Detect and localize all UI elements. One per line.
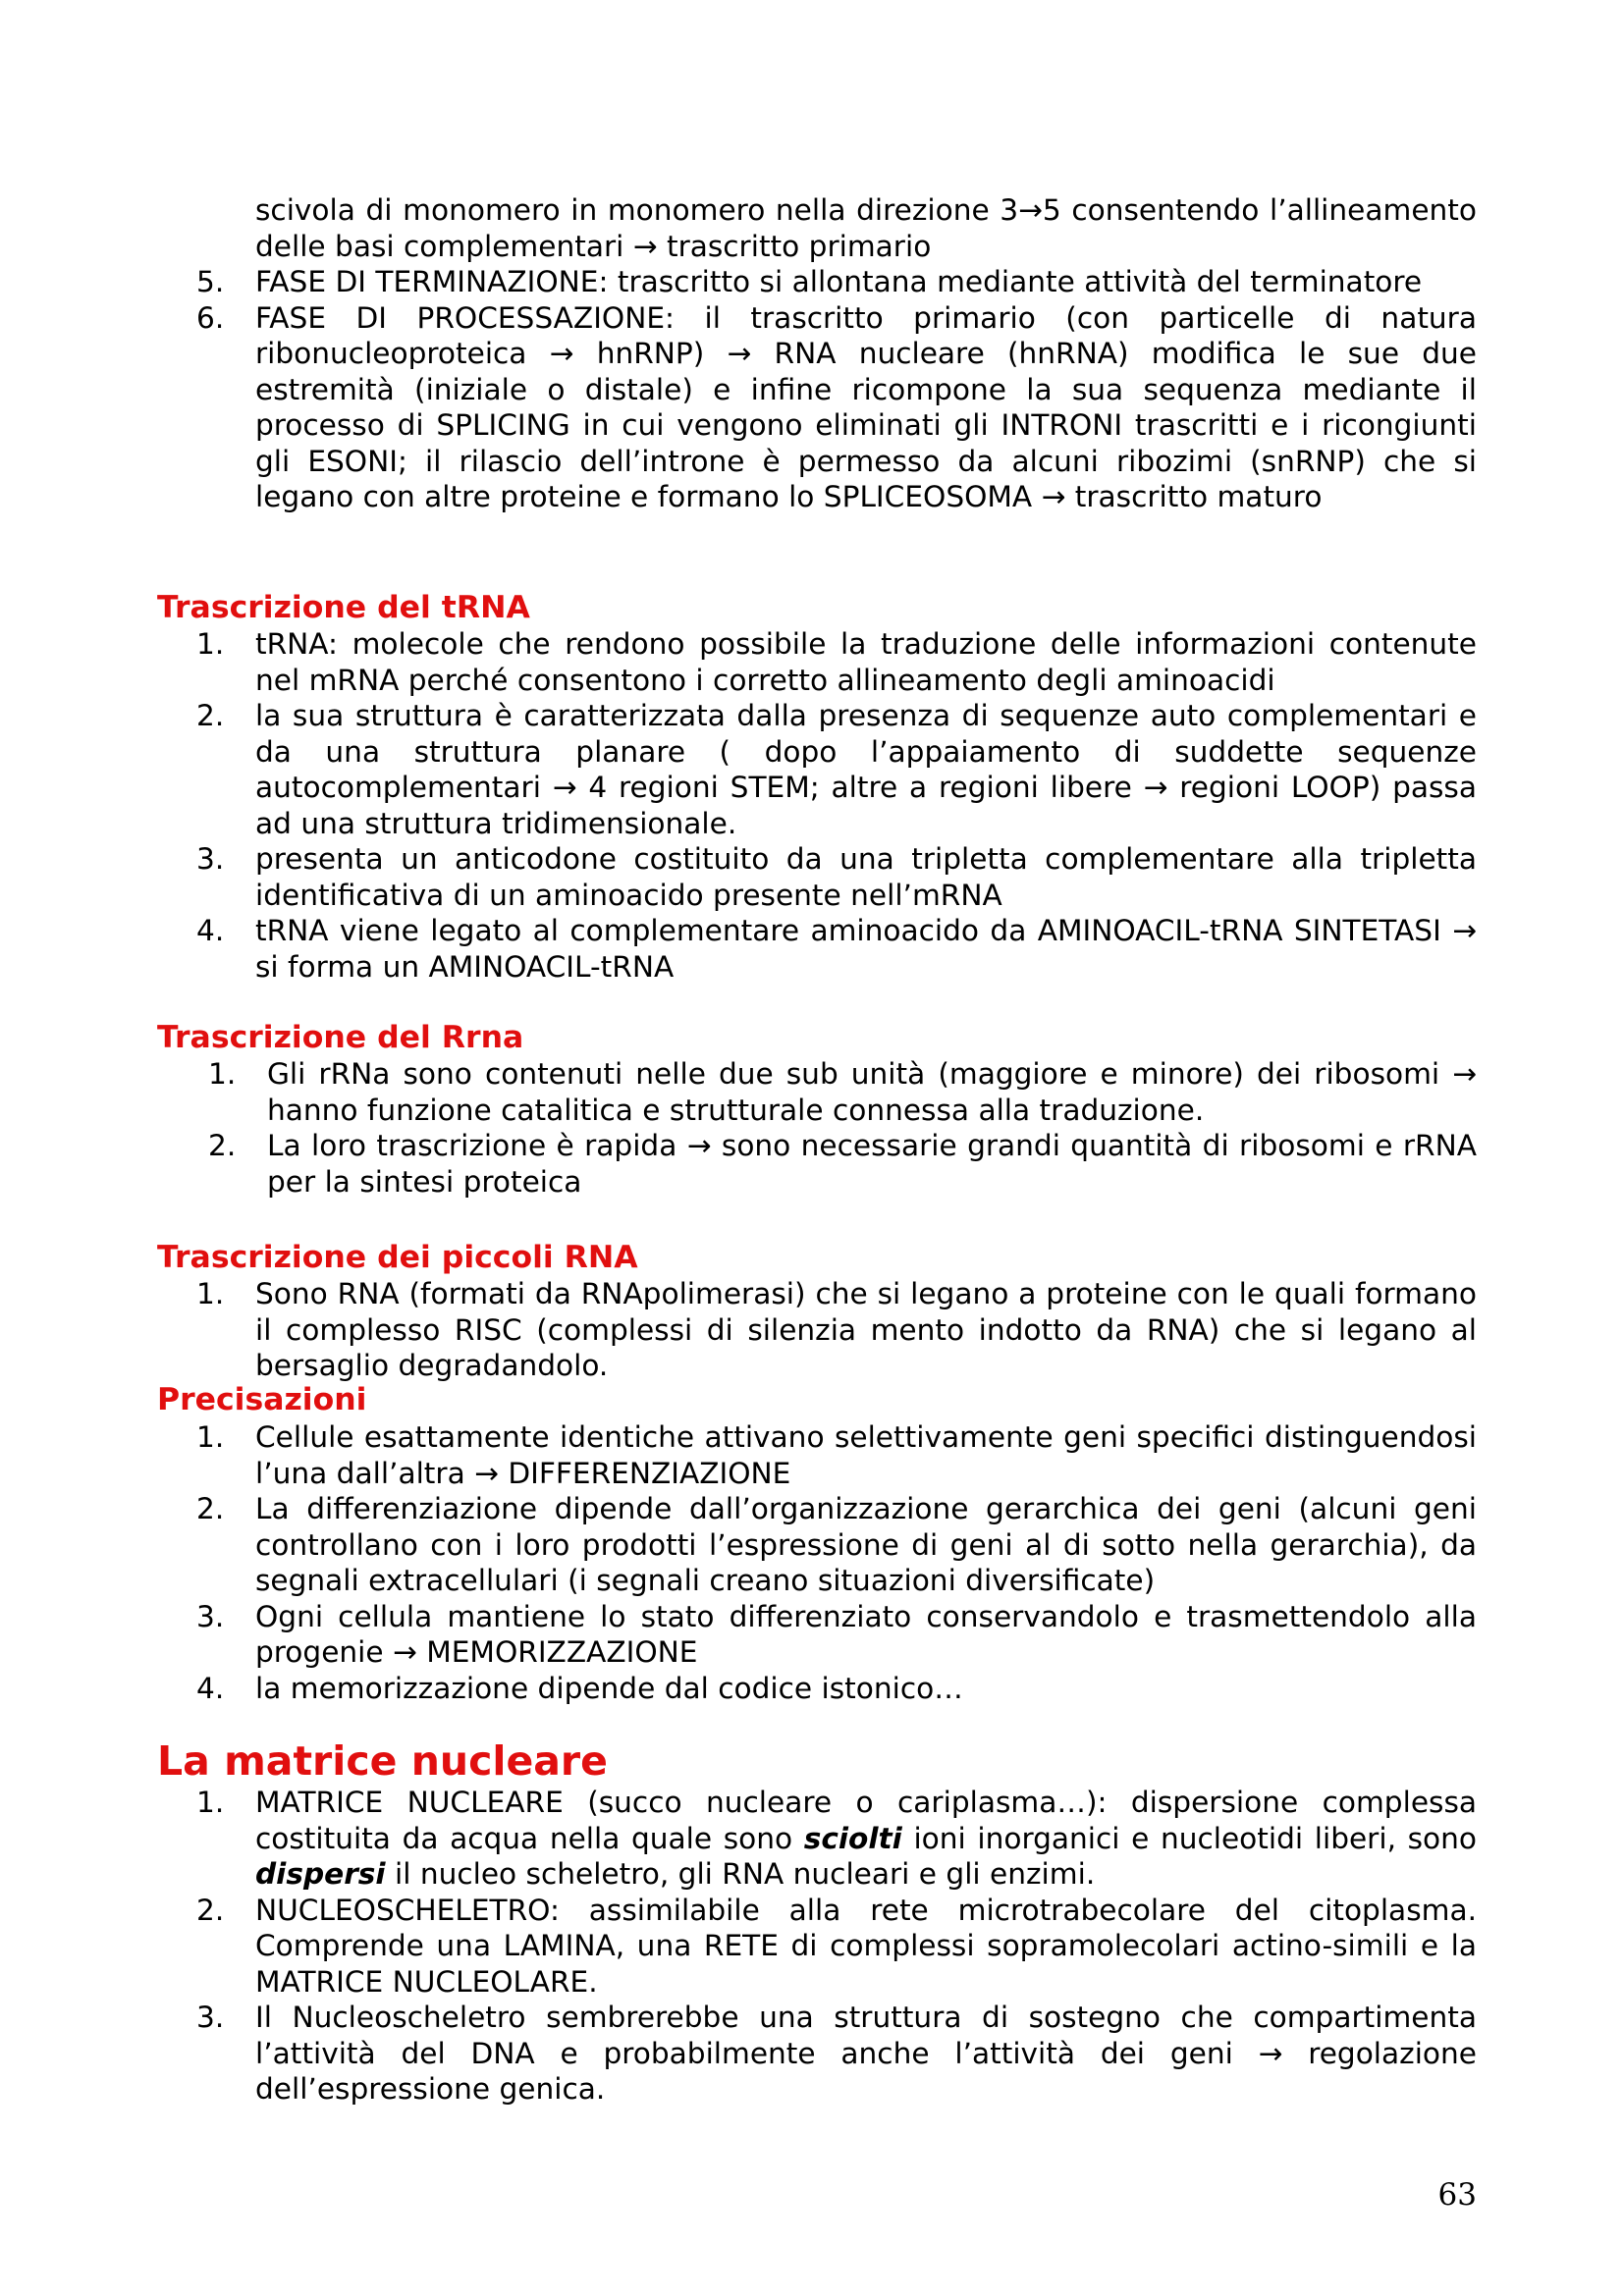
- list-item: [196, 1491, 1477, 1599]
- item-number: 5.: [196, 265, 225, 298]
- item-text: Il Nucleoscheletro sembrerebbe una struttura di sostegno che compartimenta l’attività del DNA e probabilmente anche l’attività dei geni → regolazione dell’espressione genica.: [255, 2001, 1477, 2106]
- item-text: FASE DI PROCESSAZIONE: il trascritto primario (con particelle di natura ribonucleoproteica → hnRNP) → RNA nucleare (hnRNA) modifica le sue due estremità (iniziale o distale) e infine ricompone la sua sequenza mediante il processo di SPLICING in cui vengono eliminati gli INTRONI trascritti e i ricongiunti gli ESONI; il rilascio dell’introne è permesso da alcuni ribozimi (snRNP) che si legano con altre proteine e formano lo SPLICEOSOMA → trascritto maturo: [255, 300, 1477, 513]
- list-item: [196, 1671, 1477, 1707]
- page-number: 63: [1437, 2177, 1477, 2213]
- item-text: Cellule esattamente identiche attivano selettivamente geni specifici distinguendosi l’una dall’altra → DIFFERENZIAZIONE: [255, 1420, 1477, 1490]
- list-item: [196, 1785, 1477, 1893]
- matrice-list: [196, 1785, 1477, 2108]
- item-text: La loro trascrizione è rapida → sono necessarie grandi quantità di ribosomi e rRNA per la sintesi proteica: [267, 1129, 1477, 1199]
- section-heading-rrna: Trascrizione del Rrna: [157, 1020, 524, 1055]
- item-number: 2.: [196, 699, 225, 732]
- item-number: 3.: [196, 2001, 225, 2034]
- item-text: Sono RNA (formati da RNApolimerasi) che si legano a proteine con le quali formano il complesso RISC (complessi di silenzia mento indotto da RNA) che si legano al bersaglio degradandolo.: [255, 1277, 1477, 1382]
- small-rna-list: [196, 1276, 1477, 1384]
- list-item: [196, 264, 1477, 300]
- item-text: la sua struttura è caratterizzata dalla presenza di sequenze auto complementari e da una struttura planare ( dopo l’appaiamento di suddette sequenze autocomplementari → 4 regioni STEM; altre a regioni libere → regioni LOOP) passa ad una struttura tridimensionale.: [255, 699, 1477, 840]
- item-number: 1.: [196, 1277, 225, 1310]
- section-heading-small-rna: Trascrizione dei piccoli RNA: [157, 1240, 638, 1275]
- section-heading-precisazioni: Precisazioni: [157, 1382, 367, 1417]
- item-number: 4.: [196, 1671, 225, 1705]
- list-item: [196, 913, 1477, 985]
- list-item: [196, 1276, 1477, 1384]
- trna-list: [196, 626, 1477, 985]
- item-text: il nucleo scheletro, gli RNA nucleari e gli enzimi.: [385, 1857, 1096, 1891]
- item-text: FASE DI TERMINAZIONE: trascritto si allontana mediante attività del terminatore: [255, 265, 1423, 298]
- item-text: Gli rRNa sono contenuti nelle due sub unità (maggiore e minore) dei ribosomi → hanno funzione catalitica e strutturale connessa alla traduzione.: [267, 1057, 1477, 1127]
- section-heading-matrice: La matrice nucleare: [157, 1737, 608, 1785]
- item-text: presenta un anticodone costituito da una tripletta complementare alla tripletta identificativa di un aminoacido presente nell’mRNA: [255, 842, 1477, 912]
- precisazioni-list: [196, 1419, 1477, 1706]
- section-heading-trna: Trascrizione del tRNA: [157, 590, 530, 625]
- item-text: La differenziazione dipende dall’organizzazione gerarchica dei geni (alcuni geni controllano con i loro prodotti l’espressione di geni al di sotto nella gerarchia), da segnali extracellulari (i segnali creano situazioni diversificate): [255, 1492, 1477, 1597]
- item-number: 4.: [196, 914, 225, 947]
- list-item: [208, 1056, 1477, 1128]
- list-item: [196, 300, 1477, 515]
- item-text: MATRICE NUCLEARE (succo nucleare o cariplasma…): dispersione complessa costituita da acqua nella quale sono: [255, 1786, 1477, 1855]
- item-number: 1.: [196, 1420, 225, 1454]
- list-item: [208, 1128, 1477, 1200]
- item-number: 6.: [196, 300, 225, 335]
- item-number: 2.: [208, 1129, 237, 1162]
- item-text: Ogni cellula mantiene lo stato differenziato conservandolo e trasmettendolo alla progenie → MEMORIZZAZIONE: [255, 1599, 1477, 1669]
- item-text: tRNA viene legato al complementare aminoacido da AMINOACIL-tRNA SINTETASI → si forma un AMINOACIL-tRNA: [255, 914, 1477, 984]
- item-number: 1.: [196, 627, 225, 661]
- list-item: [196, 1599, 1477, 1671]
- list-item: [196, 1893, 1477, 2001]
- emphasis-sciolti: sciolti: [803, 1821, 902, 1855]
- list-item: [196, 626, 1477, 698]
- item-text: la memorizzazione dipende dal codice istonico…: [255, 1671, 963, 1705]
- list-item: [196, 2000, 1477, 2108]
- continued-paragraph: scivola di monomero in monomero nella direzione 3→5 consentendo l’allineamento delle basi complementari → trascritto primario: [255, 193, 1477, 263]
- item-text: tRNA: molecole che rendono possibile la traduzione delle informazioni contenute nel mRNA perché consentono i corretto allineamento degli aminoacidi: [255, 627, 1477, 697]
- item-number: 3.: [196, 1599, 225, 1633]
- item-number: 1.: [196, 1786, 225, 1819]
- list-item: [196, 841, 1477, 913]
- item-number: 3.: [196, 842, 225, 876]
- item-number: 2.: [196, 1893, 225, 1927]
- list-item: [196, 698, 1477, 841]
- rrna-list: [208, 1056, 1477, 1200]
- item-text: NUCLEOSCHELETRO: assimilabile alla rete microtrabecolare del citoplasma. Comprende una LAMINA, una RETE di complessi sopramolecolari actino-simili e la MATRICE NUCLEOLARE.: [255, 1893, 1477, 1999]
- item-text: ioni inorganici e nucleotidi liberi, sono: [901, 1821, 1477, 1855]
- item-number: 2.: [196, 1492, 225, 1525]
- processing-phases-list: [196, 264, 1477, 515]
- emphasis-dispersi: dispersi: [255, 1857, 386, 1891]
- item-number: 1.: [208, 1057, 237, 1091]
- list-item: [196, 1419, 1477, 1491]
